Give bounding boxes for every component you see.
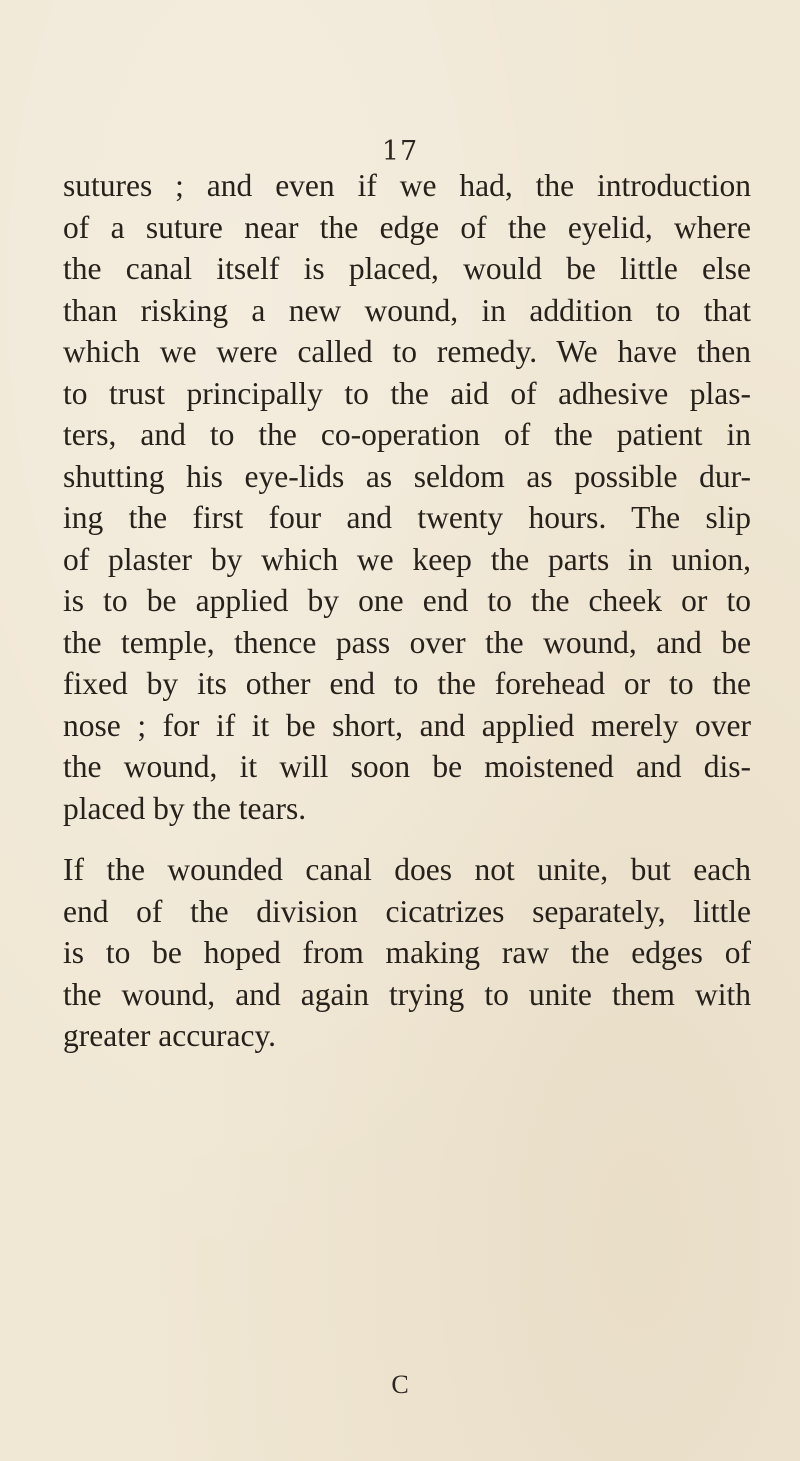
text-line: of plaster by which we keep the parts in union, [63,541,751,577]
text-line: placed by the tears. [63,790,307,826]
text-line: ing the first four and twenty hours. The slip [63,500,751,535]
text-line: the canal itself is placed, would be little else [63,251,751,286]
text-line: shutting his eye-lids as seldom as possible dur- [63,458,751,494]
page-number: 17 [381,136,419,167]
text-line: greater accuracy. [63,1018,277,1053]
text-line: the wound, and again trying to unite them with [63,976,751,1012]
text-line: end of the division cicatrizes separately, little [63,893,751,929]
text-line: nose ; for if it be short, and applied merely over [63,707,751,743]
text-line: sutures ; and even if we had, the introduction [63,168,751,203]
paragraph-2 [63,849,751,1057]
text-line: to trust principally to the aid of adhesive plas- [63,375,751,411]
text-line: fixed by its other end to the forehead or to the [63,666,751,701]
text-line: than risking a new wound, in addition to that [63,292,751,328]
paragraph-1 [63,165,751,829]
text-line: is to be applied by one end to the cheek or to [63,583,751,618]
text-line: of a suture near the edge of the eyelid, where [63,209,751,245]
text-line: which we were called to remedy. We have then [63,334,751,369]
text-line: the temple, thence pass over the wound, and be [63,624,751,660]
text-line: ters, and to the co-operation of the patient in [63,417,751,452]
text-line: If the wounded canal does not unite, but each [63,852,751,887]
text-line: the wound, it will soon be moistened and dis- [63,749,751,784]
signature-mark: C [391,1370,409,1399]
text-line: is to be hoped from making raw the edges of [63,935,751,970]
